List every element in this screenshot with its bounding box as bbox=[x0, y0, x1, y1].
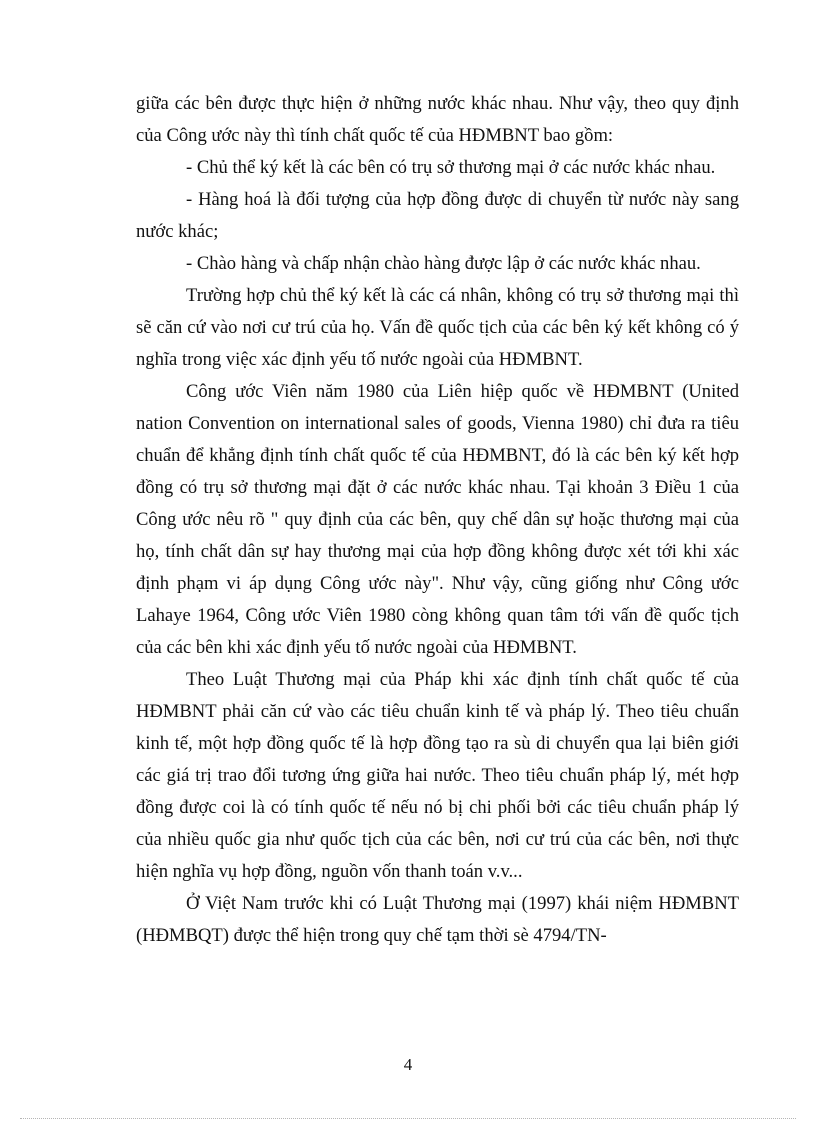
paragraph: Công ước Viên năm 1980 của Liên hiệp quốc về HĐMBNT (United nation Convention on international sales of goods, Vienna 1980) chỉ đưa ra tiêu chuẩn để khẳng định tính chất quốc tế của HĐMBNT, đó là các bên ký kết hợp đồng có trụ sở thương mại đặt ở các nước khác nhau. Tại khoản 3 Điều 1 của Công ước nêu rõ " quy định của các bên, quy chế dân sự hoặc thương mại của họ, tính chất dân sự hay thương mại của hợp đồng không được xét tới khi xác định phạm vi áp dụng Công ước này". Như vậy, cũng giống như Công ước Lahaye 1964, Công ước Viên 1980 còng không quan tâm tới vấn đề quốc tịch của các bên khi xác định yếu tố nước ngoài của HĐMBNT. bbox=[136, 381, 739, 658]
paragraph: Ở Việt Nam trước khi có Luật Thương mại (1997) khái niệm HĐMBNT (HĐMBQT) được thể hiện trong quy chế tạm thời sè 4794/TN- bbox=[136, 893, 739, 946]
bullet-item: - Hàng hoá là đối tượng của hợp đồng được di chuyển từ nước này sang nước khác; bbox=[136, 189, 739, 242]
paragraph: Trường hợp chủ thể ký kết là các cá nhân, không có trụ sở thương mại thì sẽ căn cứ vào nơi cư trú của họ. Vấn đề quốc tịch của các bên ký kết không có ý nghĩa trong việc xác định yếu tố nước ngoài của HĐMBNT. bbox=[136, 285, 739, 370]
paragraph: Theo Luật Thương mại của Pháp khi xác định tính chất quốc tế của HĐMBNT phải căn cứ vào các tiêu chuẩn kinh tế và pháp lý. Theo tiêu chuẩn kinh tế, một hợp đồng quốc tế là hợp đồng tạo ra sù di chuyển qua lại biên giới các giá trị trao đổi tương ứng giữa hai nước. Theo tiêu chuẩn pháp lý, mét hợp đồng được coi là có tính quốc tế nếu nó bị chi phối bởi các tiêu chuẩn pháp lý của nhiều quốc gia như quốc tịch của các bên, nơi cư trú của các bên, nơi thực hiện nghĩa vụ hợp đồng, nguồn vốn thanh toán v.v... bbox=[136, 669, 739, 882]
body-text bbox=[136, 88, 739, 952]
page-number: 4 bbox=[403, 1055, 413, 1074]
bullet-item: - Chào hàng và chấp nhận chào hàng được lập ở các nước khác nhau. bbox=[186, 253, 701, 274]
bullet-item: - Chủ thể ký kết là các bên có trụ sở thương mại ở các nước khác nhau. bbox=[186, 157, 716, 178]
page-bottom-divider bbox=[20, 1118, 796, 1119]
paragraph: giữa các bên được thực hiện ở những nước khác nhau. Như vậy, theo quy định của Công ước này thì tính chất quốc tế của HĐMBNT bao gồm: bbox=[136, 93, 739, 146]
